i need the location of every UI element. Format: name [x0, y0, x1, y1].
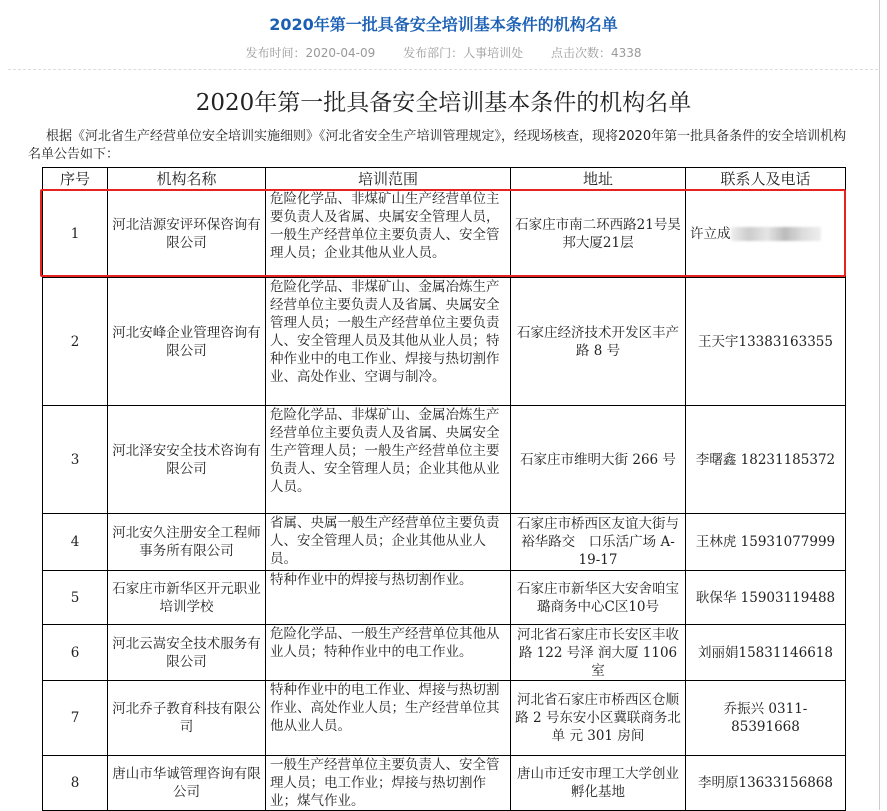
row-number [43, 625, 108, 681]
row-number-text: 2 [70, 333, 80, 350]
contact-text: 王林虎 15931077999 [695, 534, 836, 550]
table-row [43, 625, 846, 681]
address-text: 河北省石家庄市长安区丰收路 122 号泽 润大厦 1106 室 [517, 626, 679, 679]
training-scope [266, 625, 511, 681]
institution-name [108, 190, 266, 278]
institution-name [108, 625, 266, 681]
training-scope [266, 190, 511, 278]
institution-name-text: 唐山市华诚管理咨询有限公司 [112, 766, 261, 800]
training-scope-text: 危险化学品、一般生产经营单位其他从业人员；特种作业中的电工作业。 [270, 626, 500, 660]
address-text: 石家庄市新华区大安舍咱宝璐商务中心C区10号 [517, 580, 679, 615]
training-scope [266, 571, 511, 625]
training-scope [266, 681, 511, 756]
training-scope-text: 特种作业中的电工作业、焊接与热切割作业、高处作业人员；生产经营单位其他从业人员。 [270, 682, 500, 734]
row-number [43, 756, 108, 811]
header-scope: 培训范围 [266, 168, 511, 190]
row-number-text: 1 [70, 225, 80, 242]
contact [686, 190, 846, 278]
training-scope-text: 危险化学品、非煤矿山生产经营单位主要负责人及省属、央属安全管理人员，一般生产经营单位主要负责人、安全管理人员；企业其他从业人员。 [270, 191, 500, 261]
contact [686, 278, 846, 406]
header-name: 机构名称 [108, 168, 266, 190]
training-scope-text: 危险化学品、非煤矿山、金属冶炼生产经营单位主要负责人及省属、央属安全管理人员；一般生产经营单位主要负责人、安全管理人员及其他从业人员；特种作业中的电工作业、焊接与热切割作业、高处作业、空调与制冷。 [270, 279, 500, 385]
scrollbar[interactable] [879, 0, 880, 810]
address [511, 514, 686, 571]
contact [686, 756, 846, 811]
row-number [43, 681, 108, 756]
training-scope [266, 406, 511, 514]
row-number-text: 8 [70, 775, 80, 791]
contact [686, 571, 846, 625]
article-intro: 根据《河北省生产经营单位安全培训实施细则》《河北省安全生产培训管理规定》，经现场核查，现将2020年第一批具备条件的安全培训机构名单公告如下： [28, 129, 847, 162]
redacted-phone [731, 227, 821, 241]
institution-name-text: 河北云嵩安全技术服务有限公司 [112, 635, 261, 670]
institution-name [108, 681, 266, 756]
institution-name [108, 278, 266, 406]
address [511, 681, 686, 756]
contact-text: 刘丽娟15831146618 [698, 644, 833, 661]
institution-table [42, 167, 846, 811]
contact [686, 406, 846, 514]
institution-name [108, 406, 266, 514]
institution-name [108, 514, 266, 571]
table-row [43, 681, 846, 756]
row-number-text: 5 [70, 589, 80, 606]
table-row [43, 571, 846, 625]
contact-text: 乔振兴 0311-85391668 [723, 701, 808, 735]
address-text: 石家庄市维明大街 266 号 [520, 451, 676, 468]
contact-text: 李曙鑫 18231185372 [695, 451, 836, 468]
training-scope-text: 特种作业中的焊接与热切割作业。 [270, 572, 473, 588]
training-scope [266, 514, 511, 571]
institution-name-text: 石家庄市新华区开元职业培训学校 [112, 580, 261, 615]
contact [686, 625, 846, 681]
row-number-text: 6 [70, 644, 80, 661]
header-no: 序号 [43, 168, 108, 190]
publish-time: 发布时间：2020-04-09 [245, 46, 376, 60]
address [511, 406, 686, 514]
table-row [43, 756, 846, 811]
address [511, 625, 686, 681]
article-title: 2020年第一批具备安全培训基本条件的机构名单 [195, 90, 692, 116]
table-row [43, 514, 846, 571]
address [511, 190, 686, 278]
address [511, 571, 686, 625]
header-address: 地址 [511, 168, 686, 190]
table-row [43, 406, 846, 514]
row-number [43, 406, 108, 514]
address-text: 石家庄市桥西区友谊大街与裕华路交 口乐活广场 A-19-17 [517, 516, 679, 568]
address-text: 河北省石家庄市桥西区仓顺路 2 号东安小区冀联商务北单 元 301 房间 [515, 692, 681, 744]
row-number-text: 3 [70, 451, 80, 468]
contact [686, 681, 846, 756]
row-number [43, 190, 108, 278]
contact [686, 514, 846, 571]
row-number [43, 514, 108, 571]
address-text: 石家庄经济技术开发区丰产路 8 号 [517, 324, 679, 359]
page-header-title: 2020年第一批具备安全培训基本条件的机构名单 [269, 15, 618, 34]
table-header-row [43, 168, 846, 190]
table-row [43, 190, 846, 278]
row-number-text: 4 [70, 534, 80, 550]
view-count: 点击次数：4338 [550, 46, 642, 60]
address-text: 石家庄市南二环西路21号昊邦大厦21层 [515, 216, 681, 251]
training-scope [266, 756, 511, 811]
training-scope [266, 278, 511, 406]
address [511, 756, 686, 811]
header-contact: 联系人及电话 [686, 168, 846, 190]
department: 发布部门：人事培训处 [403, 46, 524, 60]
address [511, 278, 686, 406]
training-scope-text: 省属、央属一般生产经营单位主要负责人、安全管理人员；企业其他从业人员。 [270, 515, 500, 567]
address-text: 唐山市迁安市理工大学创业孵化基地 [517, 766, 679, 800]
row-number [43, 571, 108, 625]
contact-text: 耿保华 15903119488 [695, 589, 836, 606]
training-scope-text: 危险化学品、非煤矿山、金属冶炼生产经营单位主要负责人及省属、央属安全生产管理人员；一般生产经营单位主要负责人、安全管理人员；企业其他从业人员。 [270, 407, 500, 495]
article-meta [0, 44, 887, 61]
institution-name-text: 河北安久注册安全工程师事务所有限公司 [112, 525, 261, 559]
institution-name-text: 河北泽安安全技术咨询有限公司 [112, 442, 261, 477]
contact-text: 李明原13633156868 [698, 775, 833, 791]
table-row [43, 278, 846, 406]
institution-name [108, 571, 266, 625]
contact-text: 王天宇13383163355 [698, 333, 833, 350]
row-number [43, 278, 108, 406]
institution-name-text: 河北安峰企业管理咨询有限公司 [112, 324, 261, 359]
divider [8, 69, 878, 70]
institution-name-text: 河北洁源安评环保咨询有限公司 [112, 216, 261, 251]
institution-name [108, 756, 266, 811]
training-scope-text: 一般生产经营单位主要负责人、安全管理人员；电工作业；焊接与热切割作业；煤气作业。 [270, 757, 500, 809]
institution-name-text: 河北乔子教育科技有限公司 [112, 701, 261, 735]
row-number-text: 7 [70, 710, 80, 726]
contact-text: 许立成 [690, 225, 731, 242]
